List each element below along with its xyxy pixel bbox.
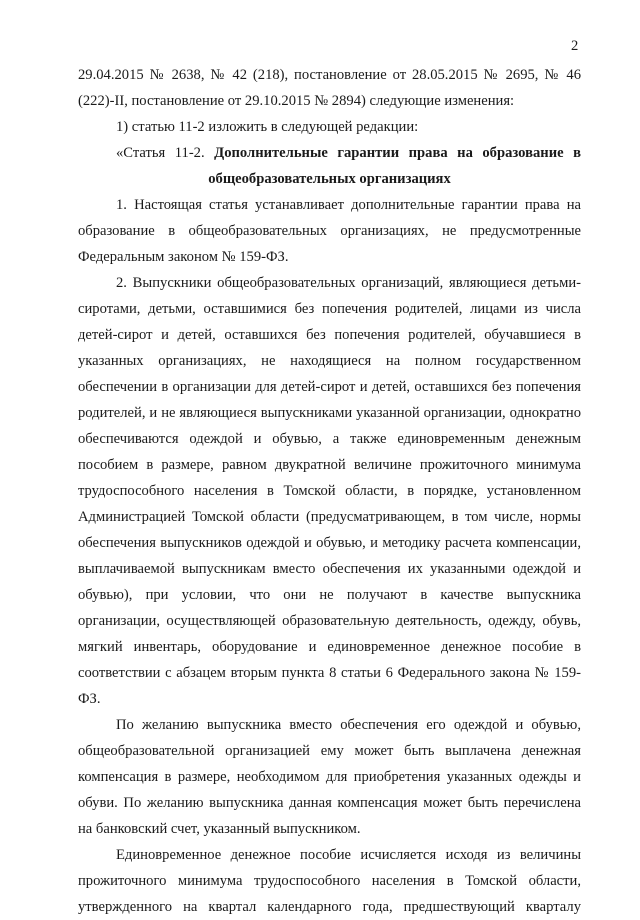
paragraph-compensation: По желанию выпускника вместо обеспечения его одеждой и обувью, общеобразовательной организацией ему может быть выплачена денежная компенсация в размере, необходимом для приобретения указанных одежды и обуви. По желанию выпускника данная компенсация может быть перечислена на банковский счет, указанный выпускником. (78, 717, 581, 837)
article-heading-prefix: «Статья 11-2. (116, 145, 215, 161)
article-heading-title-line-1: Дополнительные гарантии права на образование в (214, 145, 581, 161)
paragraph-amendment-intro: 29.04.2015 № 2638, № 42 (218), постановление от 28.05.2015 № 2695, № 46 (222)-II, постановление от 29.10.2015 № 2894) следующие изменения: (78, 67, 581, 109)
article-heading (78, 140, 581, 166)
paragraph-item-1: 1) статью 11-2 изложить в следующей редакции: (116, 119, 419, 135)
paragraph-clause-1: 1. Настоящая статья устанавливает дополнительные гарантии права на образование в общеобразовательных организациях, не предусмотренные Федеральным законом № 159-ФЗ. (78, 197, 581, 265)
page-number: 2 (571, 38, 579, 54)
article-heading-title-line-2: общеобразовательных организациях (208, 171, 451, 187)
paragraph-allowance: Единовременное денежное пособие исчисляется исходя из величины прожиточного минимума трудоспособного населения в Томской области, утвержденного на квартал календарного года, предшествующий кварталу (78, 847, 581, 915)
document-body (78, 62, 581, 920)
paragraph-clause-2: 2. Выпускники общеобразовательных организаций, являющиеся детьми-сиротами, детьми, оставшимися без попечения родителей, лицами из числа детей-сирот и детей, оставшихся без попечения родителей, обучавшиеся в указанных организациях, не находящиеся на полном государственном обеспечении в организации для детей-сирот и детей, оставшихся без попечения родителей, и не являющиеся выпускниками указанной организации, однократно обеспечиваются одеждой и обувью, а также единовременным денежным пособием в размере, равном двукратной величине прожиточного минимума трудоспособного населения в Томской области, в порядке, установленном Администрацией Томской области (предусматривающем, в том числе, нормы обеспечения выпускников одеждой и обувью, и методику расчета компенсации, выплачиваемой выпускникам вместо обеспечения их указанными одеждой и обувью), при условии, что они не получают в качестве выпускника организации, осуществляющей образовательную деятельность, одежду, обувь, мягкий инвентарь, оборудование и единовременное денежное пособие в соответствии с абзацем вторым пункта 8 статьи 6 Федерального закона № 159-ФЗ. (78, 275, 581, 707)
